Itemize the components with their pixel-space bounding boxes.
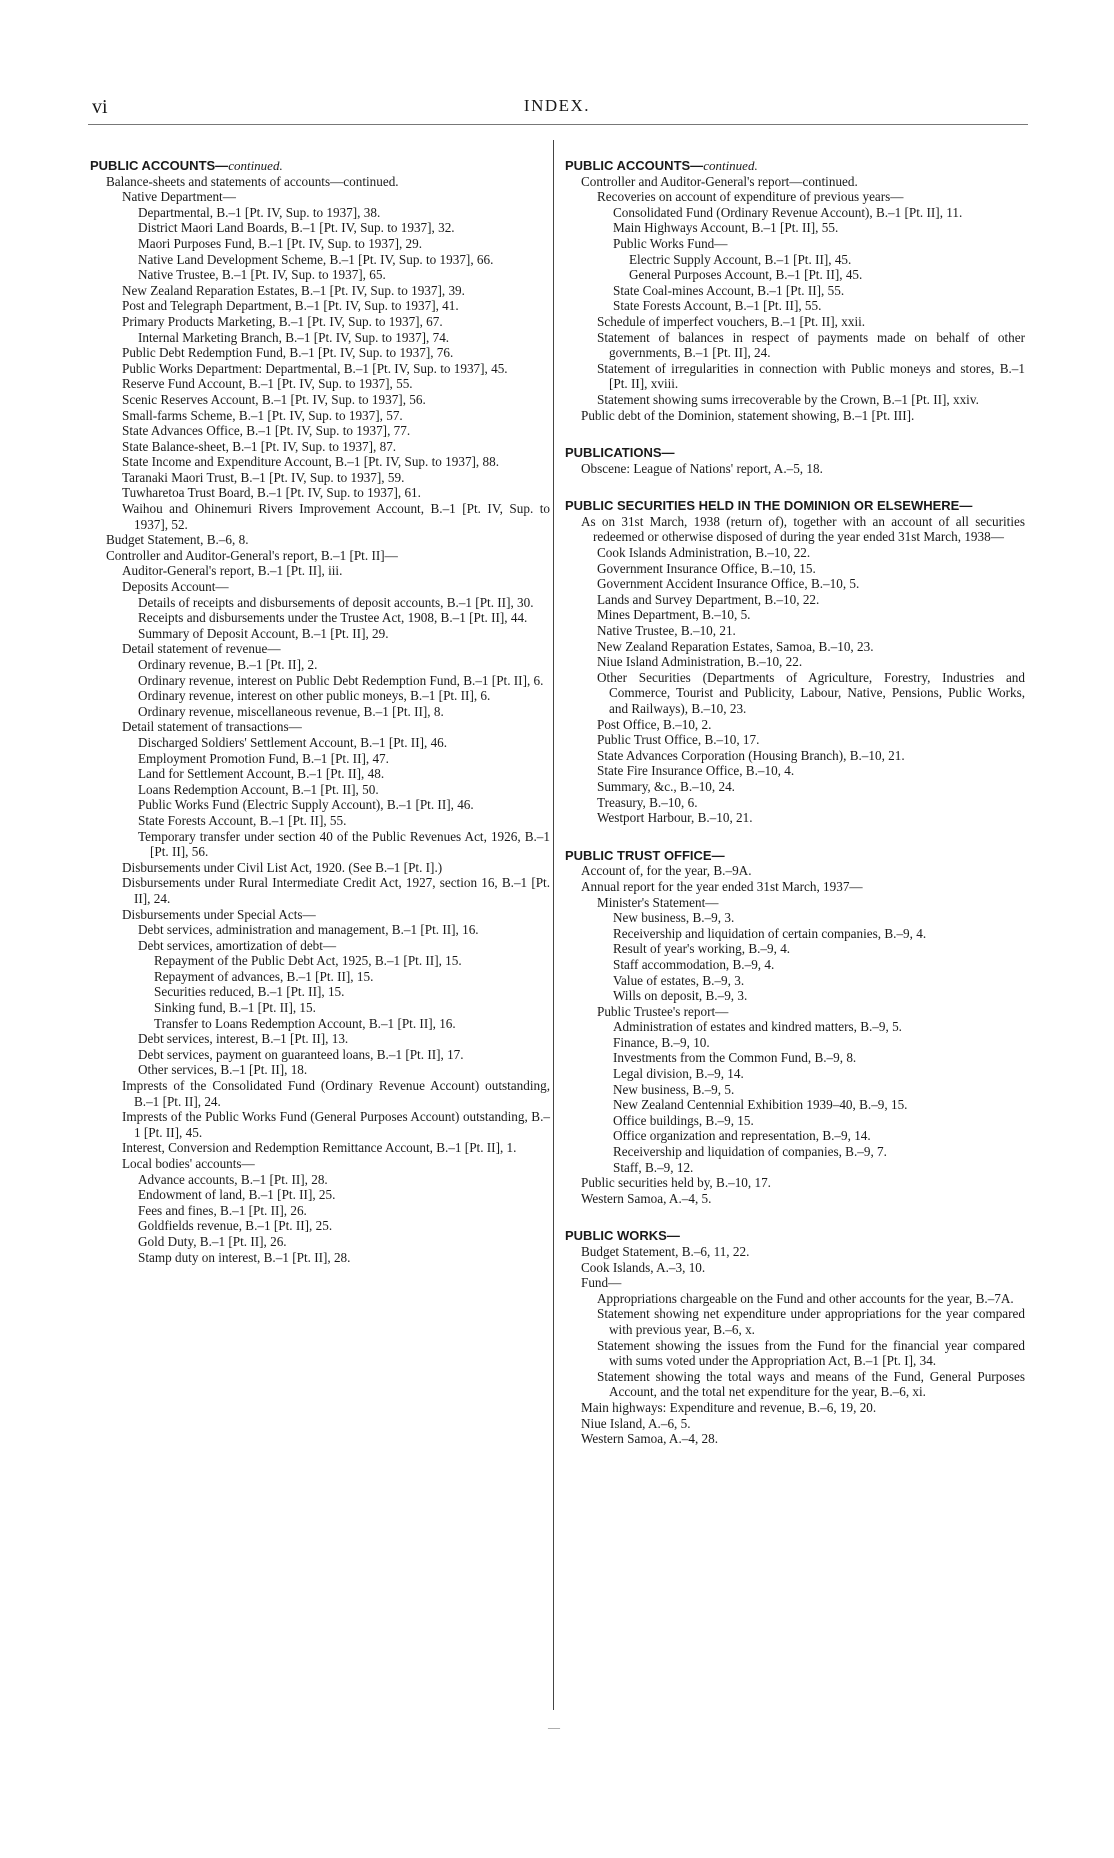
index-heading <box>565 498 1025 514</box>
entry-text: Repayment of the Public Debt Act, 1925, B.–1 [Pt. II], 15. <box>154 953 462 969</box>
entry-text: Mines Department, B.–10, 5. <box>597 607 751 623</box>
index-entry <box>90 969 550 985</box>
index-entry <box>90 501 550 532</box>
entry-text: Internal Marketing Branch, B.–1 [Pt. IV, Sup. to 1937], 74. <box>138 329 450 345</box>
index-entry <box>90 1250 550 1266</box>
entry-text: Local bodies' accounts— <box>122 1156 255 1171</box>
index-entry <box>90 1062 550 1078</box>
entry-text: Discharged Soldiers' Settlement Account, B.–1 [Pt. II], 46. <box>138 734 448 750</box>
entry-text: Fees and fines, B.–1 [Pt. II], 26. <box>138 1202 307 1218</box>
entry-text: State Income and Expenditure Account, B.–1 [Pt. IV, Sup. to 1937], 88. <box>122 454 500 470</box>
index-entry <box>565 639 1025 655</box>
index-entry <box>90 641 550 657</box>
entry-text: Imprests of the Public Works Fund (General Purposes Account) outstanding, B.–1 [Pt. II], 45. <box>122 1109 550 1140</box>
entry-text: New Zealand Reparation Estates, Samoa, B.–10, 23. <box>597 638 874 654</box>
section-gap <box>565 423 1025 445</box>
entry-text: Schedule of imperfect vouchers, B.–1 [Pt. II], xxii. <box>597 313 866 329</box>
entry-text: PUBLICATIONS— <box>565 445 675 461</box>
index-entry <box>565 314 1025 330</box>
index-entry <box>90 673 550 689</box>
entry-text: Statement showing the total ways and means of the Fund, General Purposes Account, and the total net expenditure for the year, B.–6, xi. <box>597 1368 1025 1400</box>
entry-text: Ordinary revenue, interest on other public moneys, B.–1 [Pt. II], 6. <box>138 688 491 704</box>
index-entry <box>565 1128 1025 1144</box>
index-entry <box>90 922 550 938</box>
column-divider <box>553 140 554 1710</box>
index-entry <box>90 548 550 564</box>
entry-text: Tuwharetoa Trust Board, B.–1 [Pt. IV, Sup. to 1937], 61. <box>122 485 421 501</box>
entry-text: New business, B.–9, 3. <box>613 910 735 926</box>
entry-text: Obscene: League of Nations' report, A.–5, 18. <box>581 460 823 476</box>
index-entry <box>565 732 1025 748</box>
index-heading <box>565 445 1025 461</box>
index-entry <box>565 1144 1025 1160</box>
index-entry <box>565 298 1025 314</box>
entry-text: State Forests Account, B.–1 [Pt. II], 55. <box>138 812 347 828</box>
running-head: INDEX. <box>523 96 591 115</box>
index-entry <box>90 860 550 876</box>
index-entry <box>565 189 1025 205</box>
index-entry <box>90 1109 550 1140</box>
index-entry <box>565 879 1025 895</box>
section-gap <box>565 476 1025 498</box>
entry-text: Western Samoa, A.–4, 28. <box>581 1431 719 1447</box>
entry-text: State Coal-mines Account, B.–1 [Pt. II], 55. <box>613 282 845 298</box>
index-entry <box>90 392 550 408</box>
entry-text: Main highways: Expenditure and revenue, B.–6, 19, 20. <box>581 1399 877 1415</box>
entry-text: Scenic Reserves Account, B.–1 [Pt. IV, Sup. to 1937], 56. <box>122 391 426 407</box>
section-gap <box>565 1206 1025 1228</box>
entry-text: Statement showing sums irrecoverable by the Crown, B.–1 [Pt. II], xxiv. <box>597 391 979 407</box>
index-entry <box>565 1291 1025 1307</box>
bottom-mark: — <box>548 1720 560 1734</box>
index-entry <box>90 813 550 829</box>
index-entry <box>90 657 550 673</box>
entry-text: State Forests Account, B.–1 [Pt. II], 55. <box>613 298 822 314</box>
index-entry <box>90 454 550 470</box>
entry-text: Finance, B.–9, 10. <box>613 1034 710 1050</box>
entry-text: Westport Harbour, B.–10, 21. <box>597 810 753 826</box>
index-entry <box>90 1078 550 1109</box>
index-entry <box>90 236 550 252</box>
entry-text: Fund— <box>581 1275 622 1291</box>
entry-text: Western Samoa, A.–4, 5. <box>581 1190 712 1206</box>
entry-text: Disbursements under Special Acts— <box>122 906 316 922</box>
index-heading <box>565 1228 1025 1244</box>
entry-text: Cook Islands Administration, B.–10, 22. <box>597 545 811 561</box>
index-entry <box>90 283 550 299</box>
index-entry <box>565 1416 1025 1432</box>
index-entry <box>90 595 550 611</box>
entry-text: Debt services, payment on guaranteed loans, B.–1 [Pt. II], 17. <box>138 1046 464 1062</box>
entry-text: Summary of Deposit Account, B.–1 [Pt. II], 29. <box>138 625 389 641</box>
index-entry <box>565 1400 1025 1416</box>
entry-text: Controller and Auditor-General's report, B.–1 [Pt. II]— <box>106 547 398 563</box>
index-entry <box>565 1175 1025 1191</box>
section-gap <box>565 826 1025 848</box>
index-entry <box>565 926 1025 942</box>
entry-text: Deposits Account— <box>122 579 229 595</box>
index-heading <box>565 848 1025 864</box>
entry-text: Goldfields revenue, B.–1 [Pt. II], 25. <box>138 1218 333 1234</box>
entry-text: Staff, B.–9, 12. <box>613 1159 694 1175</box>
index-entry <box>565 1097 1025 1113</box>
entry-text: Debt services, amortization of debt— <box>138 937 337 953</box>
entry-text: Interest, Conversion and Redemption Remittance Account, B.–1 [Pt. II], 1. <box>122 1140 517 1156</box>
entry-text: Other Securities (Departments of Agriculture, Forestry, Industries and Commerce, Tourist and Publicity, Labour, Native, Pensions, Public Works, and Railways), B.–10, 23. <box>597 669 1025 716</box>
index-entry <box>90 330 550 346</box>
index-entry <box>90 1172 550 1188</box>
entry-text: Disbursements under Civil List Act, 1920. (See B.–1 [Pt. I].) <box>122 859 443 875</box>
index-entry <box>90 1000 550 1016</box>
index-entry <box>565 973 1025 989</box>
entry-text: Electric Supply Account, B.–1 [Pt. II], 45. <box>629 251 852 267</box>
entry-text: Waihou and Ohinemuri Rivers Improvement Account, B.–1 [Pt. IV, Sup. to 1937], 52. <box>122 501 550 532</box>
index-entry <box>565 1306 1025 1337</box>
index-entry <box>565 607 1025 623</box>
index-entry <box>565 1004 1025 1020</box>
entry-text: Temporary transfer under section 40 of the Public Revenues Act, 1926, B.–1 [Pt. II], 56. <box>138 828 550 860</box>
entry-text: Statement showing the issues from the Fund for the financial year compared with sums voted under the Appropriation Act, B.–1 [Pt. I], 34. <box>597 1337 1025 1369</box>
left-column <box>90 158 550 1265</box>
entry-text: Other services, B.–1 [Pt. II], 18. <box>138 1062 308 1078</box>
index-entry <box>565 330 1025 361</box>
index-entry <box>565 392 1025 408</box>
index-entry <box>90 220 550 236</box>
continued-note: continued. <box>703 158 758 173</box>
index-entry <box>565 895 1025 911</box>
index-entry <box>90 252 550 268</box>
entry-text: Public Trustee's report— <box>597 1003 729 1019</box>
index-entry <box>90 470 550 486</box>
entry-text: Ordinary revenue, interest on Public Debt Redemption Fund, B.–1 [Pt. II], 6. <box>138 672 544 688</box>
entry-text: Detail statement of transactions— <box>122 719 302 735</box>
entry-text: Detail statement of revenue— <box>122 641 281 657</box>
entry-text: Public Works Department: Departmental, B.–1 [Pt. IV, Sup. to 1937], 45. <box>122 360 508 376</box>
entry-text: Small-farms Scheme, B.–1 [Pt. IV, Sup. to 1937], 57. <box>122 407 403 423</box>
entry-text: Securities reduced, B.–1 [Pt. II], 15. <box>154 984 345 1000</box>
entry-text: Consolidated Fund (Ordinary Revenue Account), B.–1 [Pt. II], 11. <box>613 204 963 220</box>
entry-text: Lands and Survey Department, B.–10, 22. <box>597 591 820 607</box>
index-entry <box>90 485 550 501</box>
entry-text: Imprests of the Consolidated Fund (Ordinary Revenue Account) outstanding, B.–1 [Pt. II], 24. <box>122 1078 550 1109</box>
index-entry <box>565 1082 1025 1098</box>
entry-text: Native Trustee, B.–10, 21. <box>597 623 736 639</box>
entry-text: Departmental, B.–1 [Pt. IV, Sup. to 1937], 38. <box>138 204 381 220</box>
entry-text: Treasury, B.–10, 6. <box>597 794 698 810</box>
entry-text: Primary Products Marketing, B.–1 [Pt. IV, Sup. to 1937], 67. <box>122 313 443 329</box>
entry-text: State Fire Insurance Office, B.–10, 4. <box>597 763 795 779</box>
entry-text: District Maori Land Boards, B.–1 [Pt. IV, Sup. to 1937], 32. <box>138 220 455 236</box>
index-entry <box>565 1019 1025 1035</box>
entry-text: Land for Settlement Account, B.–1 [Pt. II], 48. <box>138 766 385 782</box>
entry-text: Taranaki Maori Trust, B.–1 [Pt. IV, Sup. to 1937], 59. <box>122 469 405 485</box>
entry-text: Loans Redemption Account, B.–1 [Pt. II], 50. <box>138 781 379 797</box>
index-entry <box>90 563 550 579</box>
entry-text: Office organization and representation, B.–9, 14. <box>613 1128 871 1144</box>
index-entry <box>565 514 1025 545</box>
index-entry <box>565 1369 1025 1400</box>
index-entry <box>90 751 550 767</box>
index-entry <box>90 361 550 377</box>
entry-text: Annual report for the year ended 31st March, 1937— <box>581 878 863 894</box>
index-entry <box>565 592 1025 608</box>
index-entry <box>565 1035 1025 1051</box>
index-entry <box>565 205 1025 221</box>
page-number: vi <box>92 96 108 118</box>
entry-text: New Zealand Centennial Exhibition 1939–40, B.–9, 15. <box>613 1097 908 1113</box>
entry-text: Repayment of advances, B.–1 [Pt. II], 15. <box>154 968 374 984</box>
index-entry <box>90 829 550 860</box>
entry-text: Maori Purposes Fund, B.–1 [Pt. IV, Sup. to 1937], 29. <box>138 235 423 251</box>
entry-text: Debt services, administration and management, B.–1 [Pt. II], 16. <box>138 922 479 938</box>
entry-text: As on 31st March, 1938 (return of), together with an account of all securities redeemed or otherwise disposed of during the year ended 31st March, 1938— <box>581 513 1025 545</box>
continued-note: continued. <box>228 158 283 173</box>
index-entry <box>565 670 1025 717</box>
index-entry <box>565 1244 1025 1260</box>
entry-text: Public Works Fund (Electric Supply Account), B.–1 [Pt. II], 46. <box>138 797 474 813</box>
index-entry <box>565 795 1025 811</box>
entry-text: Reserve Fund Account, B.–1 [Pt. IV, Sup. to 1937], 55. <box>122 376 413 392</box>
header-rule <box>88 124 1028 125</box>
index-entry <box>90 376 550 392</box>
index-entry <box>90 984 550 1000</box>
entry-text: New business, B.–9, 5. <box>613 1081 735 1097</box>
index-entry <box>565 810 1025 826</box>
entry-text: New Zealand Reparation Estates, B.–1 [Pt. IV, Sup. to 1937], 39. <box>122 282 465 298</box>
entry-text: Public securities held by, B.–10, 17. <box>581 1175 771 1191</box>
index-entry <box>90 1031 550 1047</box>
entry-text: PUBLIC SECURITIES HELD IN THE DOMINION OR ELSEWHERE— <box>565 498 973 514</box>
index-entry <box>565 576 1025 592</box>
index-entry <box>90 423 550 439</box>
entry-text: Budget Statement, B.–6, 8. <box>106 532 249 548</box>
index-entry <box>90 439 550 455</box>
entry-text: Disbursements under Rural Intermediate Credit Act, 1927, section 16, B.–1 [Pt. II], 24. <box>122 875 550 906</box>
entry-text: Receipts and disbursements under the Trustee Act, 1908, B.–1 [Pt. II], 44. <box>138 610 528 626</box>
index-entry <box>565 1113 1025 1129</box>
index-entry <box>90 174 550 190</box>
entry-text: Statement of balances in respect of payments made on behalf of other governments, B.–1 [Pt. II], 24. <box>597 329 1025 361</box>
entry-text: Niue Island Administration, B.–10, 22. <box>597 654 803 670</box>
entry-text: Controller and Auditor-General's report—continued. <box>581 173 858 189</box>
index-entry <box>565 220 1025 236</box>
entry-text: Stamp duty on interest, B.–1 [Pt. II], 28. <box>138 1249 351 1265</box>
index-entry <box>565 174 1025 190</box>
index-entry <box>90 797 550 813</box>
index-entry <box>90 189 550 205</box>
entry-text: Summary, &c., B.–10, 24. <box>597 778 735 794</box>
index-entry <box>565 1160 1025 1176</box>
index-entry <box>565 717 1025 733</box>
index-entry <box>565 561 1025 577</box>
index-entry <box>90 267 550 283</box>
entry-text: Value of estates, B.–9, 3. <box>613 972 745 988</box>
entry-text: Minister's Statement— <box>597 894 719 910</box>
entry-text: Public Trust Office, B.–10, 17. <box>597 732 760 748</box>
index-entry <box>90 688 550 704</box>
index-entry <box>90 579 550 595</box>
index-entry <box>90 938 550 954</box>
index-entry <box>90 1203 550 1219</box>
entry-text: Receivership and liquidation of certain companies, B.–9, 4. <box>613 925 927 941</box>
entry-text: Government Accident Insurance Office, B.–10, 5. <box>597 576 860 592</box>
index-entry <box>565 1275 1025 1291</box>
index-entry <box>90 1016 550 1032</box>
entry-text: Staff accommodation, B.–9, 4. <box>613 956 775 972</box>
entry-text: Budget Statement, B.–6, 11, 22. <box>581 1244 750 1259</box>
index-entry <box>565 988 1025 1004</box>
index-entry <box>565 957 1025 973</box>
index-entry <box>565 623 1025 639</box>
index-entry <box>565 283 1025 299</box>
entry-text: Employment Promotion Fund, B.–1 [Pt. II], 47. <box>138 750 389 766</box>
index-entry <box>90 626 550 642</box>
index-entry <box>90 532 550 548</box>
entry-text: Auditor-General's report, B.–1 [Pt. II], iii. <box>122 563 343 579</box>
index-entry <box>90 314 550 330</box>
index-heading <box>565 158 1025 174</box>
entry-text: Wills on deposit, B.–9, 3. <box>613 988 748 1004</box>
entry-text: Advance accounts, B.–1 [Pt. II], 28. <box>138 1171 328 1187</box>
index-entry <box>565 779 1025 795</box>
index-entry <box>90 1234 550 1250</box>
index-entry <box>90 735 550 751</box>
index-entry <box>565 1066 1025 1082</box>
entry-text: Recoveries on account of expenditure of previous years— <box>597 189 904 205</box>
entry-text: Office buildings, B.–9, 15. <box>613 1112 754 1128</box>
entry-text: Niue Island, A.–6, 5. <box>581 1415 691 1431</box>
index-entry <box>90 766 550 782</box>
entry-text: Native Department— <box>122 189 236 205</box>
entry-text: Native Land Development Scheme, B.–1 [Pt. IV, Sup. to 1937], 66. <box>138 251 494 267</box>
index-entry <box>565 1050 1025 1066</box>
index-entry <box>90 1187 550 1203</box>
entry-text: Government Insurance Office, B.–10, 15. <box>597 560 816 576</box>
index-entry <box>565 910 1025 926</box>
index-entry <box>90 907 550 923</box>
index-entry <box>565 361 1025 392</box>
entry-text: Statement of irregularities in connection with Public moneys and stores, B.–1 [Pt. II], xviii. <box>597 360 1025 392</box>
index-entry <box>90 205 550 221</box>
index-entry <box>565 267 1025 283</box>
entry-text: Statement showing net expenditure under appropriations for the year compared with previous year, B.–6, x. <box>597 1306 1025 1337</box>
index-heading <box>90 158 550 174</box>
entry-text: Details of receipts and disbursements of deposit accounts, B.–1 [Pt. II], 30. <box>138 594 534 610</box>
entry-text: State Advances Corporation (Housing Branch), B.–10, 21. <box>597 747 905 763</box>
entry-text: Public Debt Redemption Fund, B.–1 [Pt. IV, Sup. to 1937], 76. <box>122 345 454 361</box>
entry-text: Legal division, B.–9, 14. <box>613 1066 744 1082</box>
entry-text: General Purposes Account, B.–1 [Pt. II], 45. <box>629 267 863 283</box>
index-entry <box>90 782 550 798</box>
index-entry <box>565 252 1025 268</box>
entry-text: Investments from the Common Fund, B.–9, 8. <box>613 1050 857 1066</box>
index-entry <box>90 1140 550 1156</box>
entry-text: State Balance-sheet, B.–1 [Pt. IV, Sup. to 1937], 87. <box>122 438 397 454</box>
index-entry <box>565 748 1025 764</box>
entry-text: Main Highways Account, B.–1 [Pt. II], 55. <box>613 220 839 236</box>
entry-text: Transfer to Loans Redemption Account, B.–1 [Pt. II], 16. <box>154 1015 456 1031</box>
index-entry <box>565 1431 1025 1447</box>
index-entry <box>565 654 1025 670</box>
entry-text: Public Works Fund— <box>613 235 728 251</box>
entry-text: Ordinary revenue, miscellaneous revenue, B.–1 [Pt. II], 8. <box>138 703 444 719</box>
entry-text: Result of year's working, B.–9, 4. <box>613 941 791 957</box>
index-entry <box>90 875 550 906</box>
index-entry <box>90 953 550 969</box>
entry-text: State Advances Office, B.–1 [Pt. IV, Sup. to 1937], 77. <box>122 423 411 439</box>
entry-text: Gold Duty, B.–1 [Pt. II], 26. <box>138 1233 287 1249</box>
index-entry <box>90 345 550 361</box>
entry-text: Cook Islands, A.–3, 10. <box>581 1259 706 1275</box>
index-entry <box>90 298 550 314</box>
entry-text: Balance-sheets and statements of accounts—continued. <box>106 173 399 189</box>
entry-text: Administration of estates and kindred matters, B.–9, 5. <box>613 1019 902 1035</box>
index-entry <box>565 863 1025 879</box>
entry-text: PUBLIC ACCOUNTS— <box>565 158 704 173</box>
index-entry <box>565 1191 1025 1207</box>
entry-text: PUBLIC WORKS— <box>565 1228 680 1244</box>
entry-text: Endowment of land, B.–1 [Pt. II], 25. <box>138 1187 336 1203</box>
index-entry <box>565 1338 1025 1369</box>
entry-text: PUBLIC ACCOUNTS— <box>90 158 229 173</box>
entry-text: Debt services, interest, B.–1 [Pt. II], 13. <box>138 1031 349 1047</box>
right-column <box>565 158 1025 1447</box>
index-entry <box>90 1156 550 1172</box>
entry-text: Native Trustee, B.–1 [Pt. IV, Sup. to 1937], 65. <box>138 267 386 283</box>
entry-text: Ordinary revenue, B.–1 [Pt. II], 2. <box>138 657 318 672</box>
entry-text: Sinking fund, B.–1 [Pt. II], 15. <box>154 1000 316 1016</box>
index-entry <box>565 763 1025 779</box>
entry-text: Appropriations chargeable on the Fund and other accounts for the year, B.–7A. <box>597 1290 1014 1306</box>
index-entry <box>90 704 550 720</box>
index-entry <box>90 1047 550 1063</box>
index-entry <box>90 719 550 735</box>
index-entry <box>565 236 1025 252</box>
index-entry <box>565 1260 1025 1276</box>
index-entry <box>90 1218 550 1234</box>
index-entry <box>565 461 1025 477</box>
index-entry <box>565 545 1025 561</box>
entry-text: Receivership and liquidation of companies, B.–9, 7. <box>613 1144 887 1160</box>
index-entry <box>565 941 1025 957</box>
entry-text: PUBLIC TRUST OFFICE— <box>565 847 725 863</box>
entry-text: Post and Telegraph Department, B.–1 [Pt. IV, Sup. to 1937], 41. <box>122 298 459 314</box>
entry-text: Account of, for the year, B.–9A. <box>581 863 752 879</box>
index-entry <box>90 610 550 626</box>
index-entry <box>565 408 1025 424</box>
entry-text: Post Office, B.–10, 2. <box>597 716 712 732</box>
entry-text: Public debt of the Dominion, statement showing, B.–1 [Pt. III]. <box>581 407 915 423</box>
index-entry <box>90 408 550 424</box>
